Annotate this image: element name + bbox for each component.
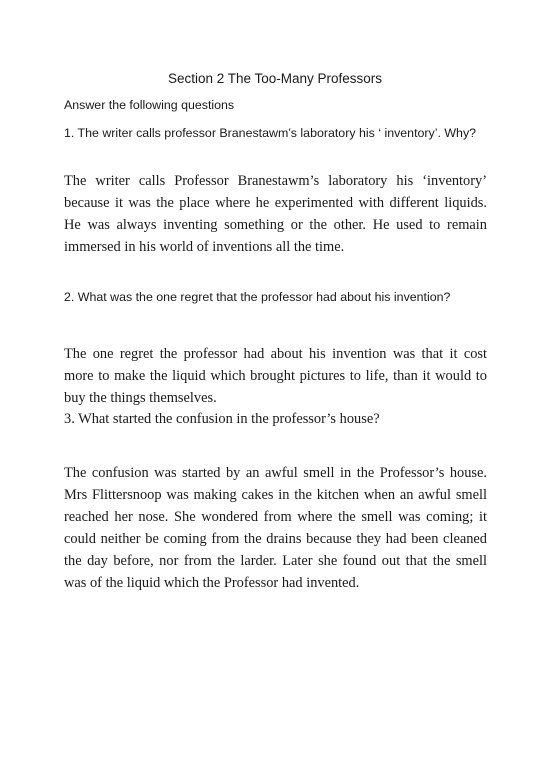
answer-1: The writer calls Professor Branestawm’s laboratory his ‘inventory’ because it was the place where he experimented with different liquids. He was always inventing something or the other. He used to remain immersed in his world of inventions all the time. [64,173,487,255]
answer-3: The confusion was started by an awful smell in the Professor’s house. Mrs Flittersnoop was making cakes in the kitchen when an awful smell reached her nose. She wondered from where the smell was coming; it could neither be coming from the drains because they had been cleaned the day before, nor from the larder. Later she found out that the smell was of the liquid which the Professor had invented. [64,465,487,591]
instruction-text: Answer the following questions [64,98,235,112]
answer-2: The one regret the professor had about his invention was that it cost more to make the liquid which brought pictures to life, than it would to buy the things themselves. [64,346,487,406]
page-title: Section 2 The Too-Many Professors [167,71,383,86]
question-3: 3. What started the confusion in the professor’s house? [64,411,380,427]
question-2: 2. What was the one regret that the professor had about his invention? [64,290,451,304]
question-1: 1. The writer calls professor Branestawm’s laboratory his ‘ inventory’. Why? [64,126,477,140]
